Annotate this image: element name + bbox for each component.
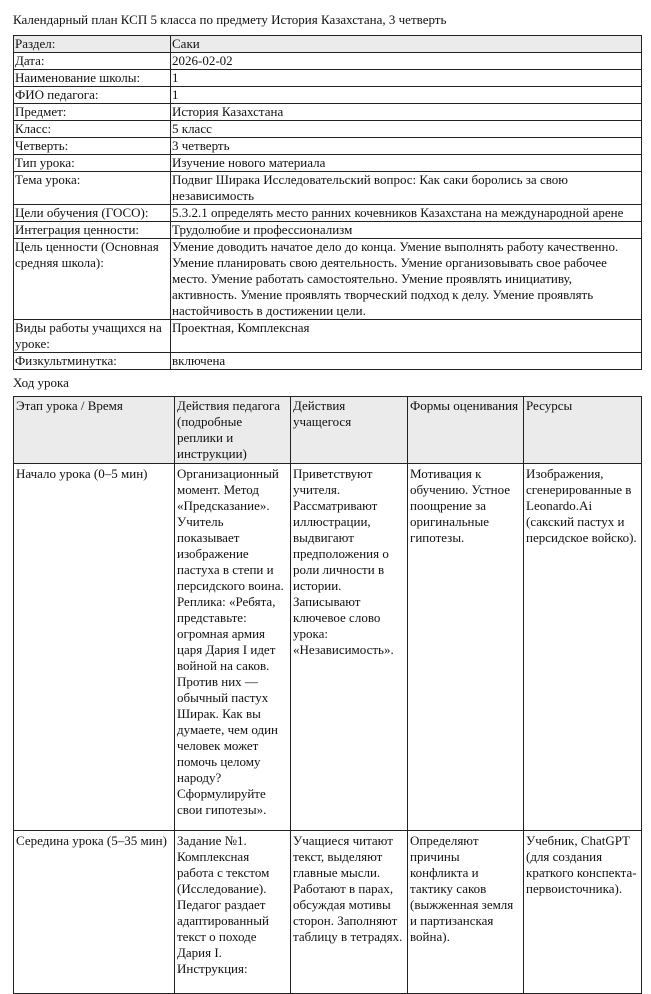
info-row-date	[14, 53, 642, 70]
student-actions-cell: Учащиеся читают текст, выделяют главные мысли. Работают в парах, обсуждая мотивы сторон. Заполняют таблицу в тетрадях.	[291, 831, 408, 994]
info-row-teacher	[14, 87, 642, 104]
header-teacher-actions: Действия педагога (подробные реплики и инструкции)	[175, 397, 291, 464]
table-row	[14, 464, 642, 831]
resources-cell: Учебник, ChatGPT (для создания краткого конспекта-первоисточника).	[524, 831, 642, 994]
student-actions-cell: Приветствуют учителя. Рассматривают иллюстрации, выдвигают предположения о роли личности в истории. Записывают ключевое слово урока: «Независимость».	[291, 464, 408, 831]
info-value: 5 класс	[171, 121, 642, 138]
flow-header-row	[14, 397, 642, 464]
info-row-physical-break	[14, 353, 642, 370]
info-label: Физкультминутка:	[14, 353, 171, 370]
info-row-topic	[14, 172, 642, 205]
info-value: Изучение нового материала	[171, 155, 642, 172]
info-value: 1	[171, 70, 642, 87]
table-row	[14, 831, 642, 994]
info-row-section	[14, 36, 642, 53]
info-value: 3 четверть	[171, 138, 642, 155]
info-value: 2026-02-02	[171, 53, 642, 70]
info-label: Виды работы учащихся на уроке:	[14, 320, 171, 353]
info-label: Класс:	[14, 121, 171, 138]
header-assessment: Формы оценивания	[408, 397, 524, 464]
info-row-work-types	[14, 320, 642, 353]
info-row-objectives	[14, 205, 642, 222]
teacher-actions-cell: Организационный момент. Метод «Предсказание». Учитель показывает изображение пастуха в степи и персидского воина. Реплика: «Ребята, представьте: огромная армия царя Дария I идет войной на саков. Против них — обычный пастух Ширак. Как вы думаете, чем один человек может помочь целому народу? Сформулируйте свои гипотезы».	[175, 464, 291, 831]
assessment-cell: Определяют причины конфликта и тактику саков (выжженная земля и партизанская война).	[408, 831, 524, 994]
info-label: Четверть:	[14, 138, 171, 155]
info-label: Тип урока:	[14, 155, 171, 172]
info-value: Подвиг Ширака Исследовательский вопрос: Как саки боролись за свою независимость	[171, 172, 642, 205]
info-row-value-integration	[14, 222, 642, 239]
info-row-value-goal	[14, 239, 642, 320]
header-student-actions: Действия учащегося	[291, 397, 408, 464]
info-value: История Казахстана	[171, 104, 642, 121]
assessment-cell: Мотивация к обучению. Устное поощрение за оригинальные гипотезы.	[408, 464, 524, 831]
teacher-actions-cell: Задание №1. Комплексная работа с текстом (Исследование). Педагог раздает адаптированный текст о походе Дария I. Инструкция:	[175, 831, 291, 994]
info-label: Интеграция ценности:	[14, 222, 171, 239]
info-row-subject	[14, 104, 642, 121]
header-stage: Этап урока / Время	[14, 397, 175, 464]
stage-cell: Начало урока (0–5 мин)	[14, 464, 175, 831]
info-row-class	[14, 121, 642, 138]
info-label: Наименование школы:	[14, 70, 171, 87]
info-value: Саки	[171, 36, 642, 53]
info-label: Цель ценности (Основная средняя школа):	[14, 239, 171, 320]
resources-cell: Изображения, сгенерированные в Leonardo.Ai (сакский пастух и персидское войско).	[524, 464, 642, 831]
info-row-school	[14, 70, 642, 87]
header-resources: Ресурсы	[524, 397, 642, 464]
lesson-flow-heading: Ход урока	[13, 375, 69, 390]
stage-cell: Середина урока (5–35 мин)	[14, 831, 175, 994]
page-title: Календарный план КСП 5 класса по предмету История Казахстана, 3 четверть	[13, 12, 447, 27]
info-value: 1	[171, 87, 642, 104]
lesson-info-table	[13, 35, 642, 370]
info-value: Трудолюбие и профессионализм	[171, 222, 642, 239]
lesson-flow-table	[13, 396, 642, 994]
info-label: Тема урока:	[14, 172, 171, 205]
info-value: 5.3.2.1 определять место ранних кочевников Казахстана на международной арене	[171, 205, 642, 222]
info-value: Проектная, Комплексная	[171, 320, 642, 353]
info-label: Цели обучения (ГОСО):	[14, 205, 171, 222]
info-label: ФИО педагога:	[14, 87, 171, 104]
info-label: Предмет:	[14, 104, 171, 121]
info-label: Раздел:	[14, 36, 171, 53]
info-row-quarter	[14, 138, 642, 155]
info-value: Умение доводить начатое дело до конца. Умение выполнять работу качественно. Умение планировать свою деятельность. Умение организовывать свое рабочее место. Умение работать самостоятельно. Умение проявлять инициативу, активность. Умение проявлять творческий подход к делу. Умение проявлять настойчивость в достижении цели.	[171, 239, 642, 320]
info-value: включена	[171, 353, 642, 370]
info-label: Дата:	[14, 53, 171, 70]
info-row-lesson-type	[14, 155, 642, 172]
